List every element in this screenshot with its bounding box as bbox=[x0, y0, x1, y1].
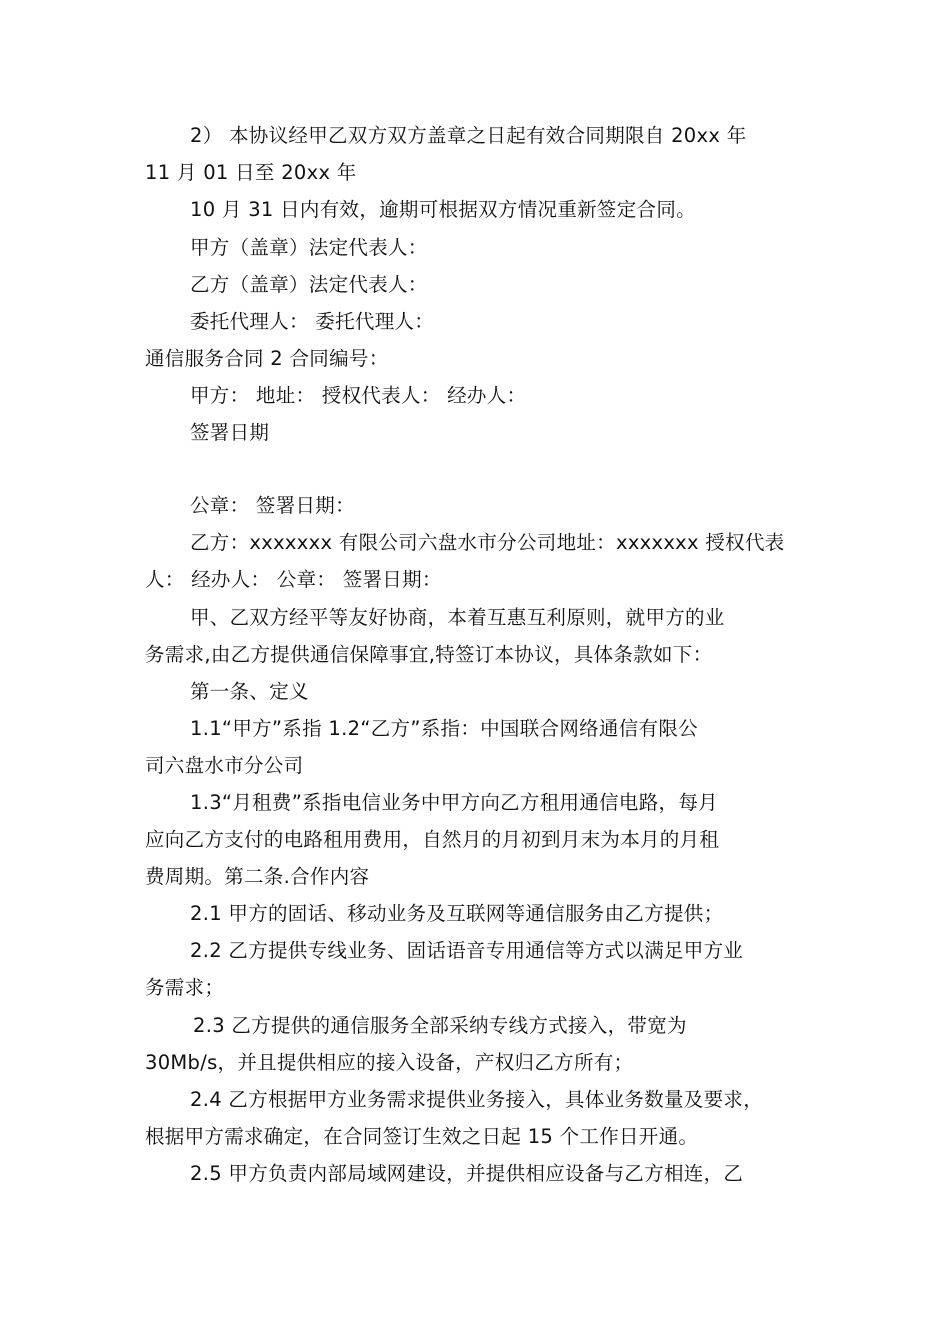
definition-1-3-line-3: 费周期。第二条.合作内容 bbox=[145, 865, 370, 888]
definition-1-3-line-2: 应向乙方支付的电路租用费用，自然月的月初到月末为本月的月租 bbox=[145, 828, 720, 851]
clause-2-validity-line-2: 11 月 01 日至 20xx 年 bbox=[145, 161, 357, 184]
clause-2-validity-line-1: 2） 本协议经甲乙双方双方盖章之日起有效合同期限自 20xx 年 bbox=[190, 124, 747, 147]
clause-2-1: 2.1 甲方的固话、移动业务及互联网等通信服务由乙方提供； bbox=[190, 902, 724, 925]
clause-2-4-line-2: 根据甲方需求确定，在合同签订生效之日起 15 个工作日开通。 bbox=[145, 1125, 699, 1148]
clause-2-5-line-1: 2.5 甲方负责内部局域网建设，并提供相应设备与乙方相连，乙 bbox=[190, 1162, 744, 1185]
definition-1-1-line-1: 1.1“甲方”系指 1.2“乙方”系指：中国联合网络通信有限公 bbox=[190, 717, 698, 740]
party-b-signature-line: 乙方（盖章）法定代表人： bbox=[190, 273, 428, 296]
definition-1-1-line-2: 司六盘水市分公司 bbox=[145, 754, 304, 777]
clause-2-2-line-2: 务需求； bbox=[145, 976, 225, 999]
party-a-info-line: 甲方： 地址： 授权代表人： 经办人： bbox=[190, 384, 527, 407]
preamble-line-1: 甲、乙双方经平等友好协商，本着互惠互利原则，就甲方的业 bbox=[190, 606, 725, 629]
sign-date-line: 签署日期 bbox=[190, 421, 270, 444]
definition-1-3-line-1: 1.3“月租费”系指电信业务中甲方向乙方租用通信电路，每月 bbox=[190, 791, 718, 814]
clause-2-3-line-2: 30Mb/s，并且提供相应的接入设备，产权归乙方所有； bbox=[145, 1051, 634, 1074]
party-b-info-line-2: 人： 经办人： 公章： 签署日期： bbox=[145, 568, 442, 591]
clause-2-validity-line-3: 10 月 31 日内有效，逾期可根据双方情况重新签定合同。 bbox=[190, 198, 696, 221]
clause-2-4-line-1: 2.4 乙方根据甲方业务需求提供业务接入，具体业务数量及要求， bbox=[190, 1088, 764, 1111]
preamble-line-2: 务需求,由乙方提供通信保障事宜,特签订本协议，具体条款如下： bbox=[145, 643, 713, 666]
agent-signature-line: 委托代理人： 委托代理人： bbox=[190, 310, 435, 333]
seal-date-line: 公章： 签署日期： bbox=[190, 494, 355, 517]
article-1-heading: 第一条、定义 bbox=[190, 680, 309, 703]
party-a-signature-line: 甲方（盖章）法定代表人： bbox=[190, 236, 428, 259]
clause-2-2-line-1: 2.2 乙方提供专线业务、固话语音专用通信等方式以满足甲方业 bbox=[190, 939, 744, 962]
party-b-info-line-1: 乙方：xxxxxxx 有限公司六盘水市分公司地址：xxxxxxx 授权代表 bbox=[190, 531, 785, 554]
clause-2-3-line-1: 2.3 乙方提供的通信服务全部采纳专线方式接入，带宽为 bbox=[193, 1014, 687, 1037]
contract-2-title: 通信服务合同 2 合同编号： bbox=[145, 347, 389, 370]
